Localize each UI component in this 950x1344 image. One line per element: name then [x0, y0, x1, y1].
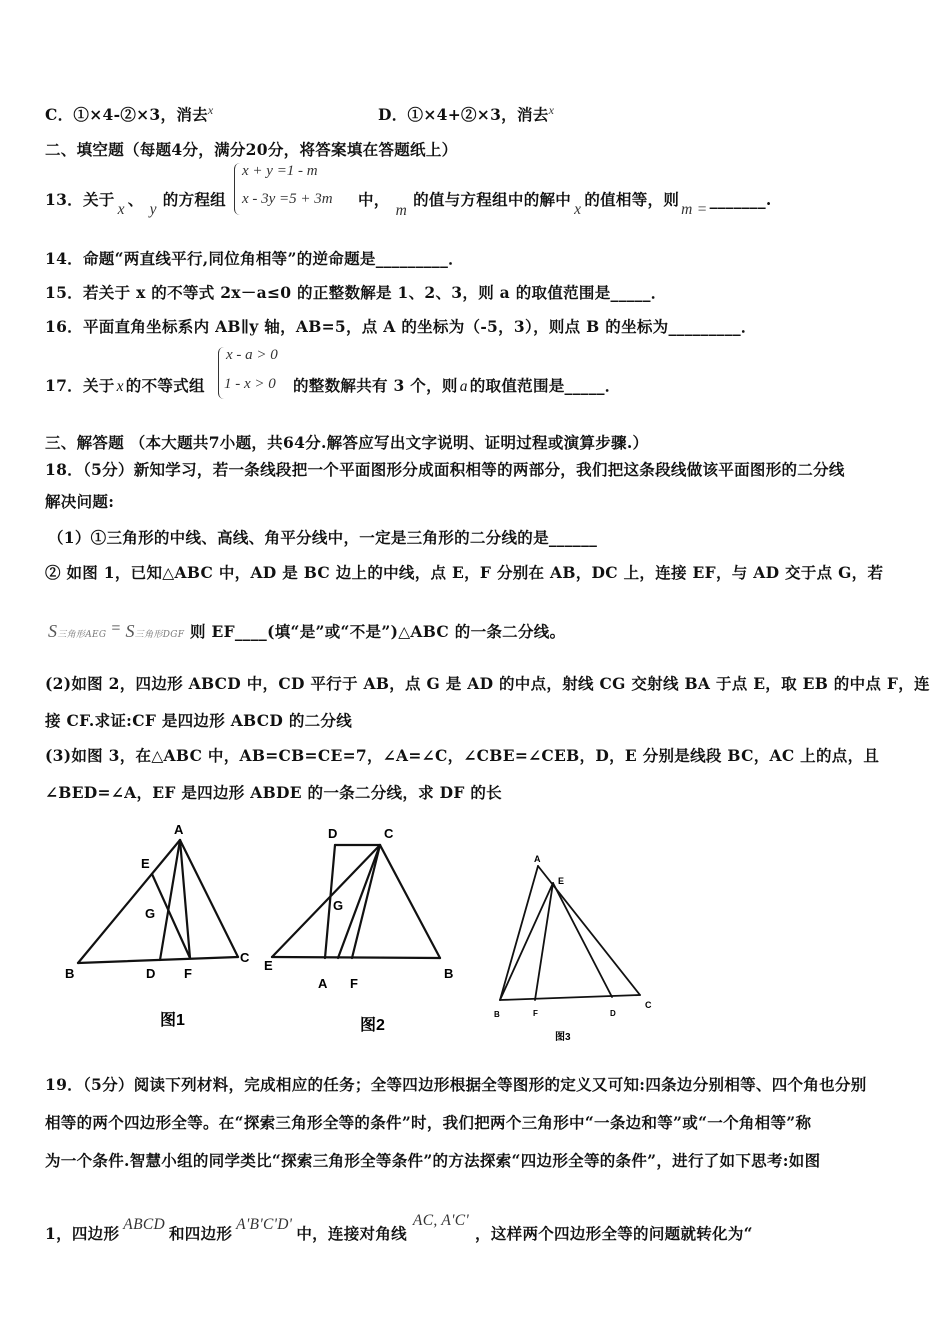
fig2-label-E: E — [264, 958, 273, 973]
q13-var-m: m — [395, 202, 408, 219]
q13-text-1: 13．关于 — [45, 190, 115, 209]
figure-1 — [78, 840, 238, 963]
figure-3 — [500, 866, 640, 1000]
area-s1: S — [48, 621, 58, 641]
fig3-label-B: B — [494, 1010, 500, 1019]
fig1-label-D: D — [146, 966, 156, 981]
q13-var-y: y — [149, 201, 157, 218]
q19-quad-prime: A'B'C'D' — [236, 1216, 293, 1233]
q15: 15．若关于 x 的不等式 2x－a≤0 的正整数解是 1、2、3，则 a 的取值范围是_____． — [45, 283, 667, 302]
fig3-label-A: A — [534, 854, 541, 864]
q17-line — [45, 374, 205, 396]
area-s1-sub: 三角形AEG — [57, 630, 107, 640]
q13-text-2: 、 — [127, 190, 144, 209]
q18-intro-2: 解决问题: — [45, 492, 115, 511]
figure-2 — [272, 845, 440, 958]
q13-text-5: 的值与方程组中的解中 — [413, 190, 572, 209]
q19-text-3: 中，连接对角线 — [296, 1224, 407, 1243]
q19-line-1: 19．（5分）阅读下列材料，完成相应的任务；全等四边形根据全等图形的定义又可知:四条边分别相等、四个角也分别 — [45, 1075, 867, 1094]
option-d-text: D．①×4+②×3，消去 — [378, 105, 549, 124]
q13-text-3: 的方程组 — [162, 190, 226, 209]
q13-text-7: _______. — [709, 190, 772, 209]
q13-var-x2: x — [574, 201, 582, 218]
q17-var-a: a — [459, 378, 468, 395]
q17-line-b — [293, 374, 621, 396]
option-c — [45, 103, 214, 125]
q18-part1: （1）①三角形的中线、高线、角平分线中，一定是三角形的二分线的是______ — [48, 528, 598, 547]
q14: 14．命题“两直线平行,同位角相等”的逆命题是_________． — [45, 249, 464, 268]
q19-text-1: 1，四边形 — [45, 1224, 120, 1243]
q13-text-4: 中， — [358, 190, 390, 209]
q18-intro-1: 18．（5分）新知学习，若一条线段把一个平面图形分成面积相等的两部分，我们把这条段线做该平面图形的二分线 — [45, 460, 845, 479]
q18-part3-2: ∠BED=∠A，EF 是四边形 ABDE 的一条二分线，求 DF 的长 — [45, 783, 502, 802]
q13-line — [45, 188, 226, 219]
fig3-label-F: F — [533, 1009, 538, 1018]
option-c-text: C．①×4-②×3，消去 — [45, 105, 208, 124]
q19-diagonals: AC, A'C' — [412, 1212, 470, 1229]
fig2-label-B: B — [444, 966, 454, 981]
option-c-var: x — [207, 103, 214, 117]
q17-text-1: 17．关于 — [45, 376, 115, 395]
q13-eq1: x + y =1 - m — [242, 163, 318, 179]
q19-line-3: 为一个条件.智慧小组的同学类比“探索三角形全等条件”的方法探索“四边形全等的条件”，进行了如下思考:如图 — [45, 1151, 821, 1170]
q18-part1-3: 则 EF____(填“是”或“不是”)△ABC 的一条二分线。 — [189, 622, 566, 641]
q18-part1-2: ② 如图 1，已知△ABC 中，AD 是 BC 边上的中线，点 E，F 分别在 AB，DC 上，连接 EF，与 AD 交于点 G，若 — [45, 563, 884, 582]
fig3-label-C: C — [645, 1000, 652, 1010]
figures — [0, 812, 950, 1072]
fig2-label-C: C — [384, 826, 394, 841]
q19-text-4: ，这样两个四边形全等的问题就转化为“ — [475, 1224, 753, 1243]
area-s2: S — [125, 621, 135, 641]
q13-text-6: 的值相等，则 — [584, 190, 680, 209]
q16: 16．平面直角坐标系内 AB∥y 轴，AB=5，点 A 的坐标为（-5，3），则点 B 的坐标为_________． — [45, 317, 757, 336]
q19-line-4 — [45, 1212, 753, 1244]
q17-ineq2: 1 - x > 0 — [224, 376, 276, 392]
section3-heading: 三、解答题 （本大题共7小题，共64分.解答应写出文字说明、证明过程或演算步骤.） — [45, 433, 649, 452]
area-eq: = — [110, 620, 122, 637]
section2-heading: 二、填空题（每题4分，满分20分，将答案填在答题纸上） — [45, 140, 458, 159]
fig2-caption: 图2 — [360, 1017, 385, 1034]
q17-text-2: 的不等式组 — [125, 376, 205, 395]
q17-text-4: 的取值范围是_____． — [469, 376, 621, 395]
q19-quad-abcd: ABCD — [123, 1216, 165, 1233]
fig2-label-A: A — [318, 976, 328, 991]
option-d-var: x — [548, 103, 555, 117]
area-s2-sub: 三角形DGF — [134, 630, 185, 640]
fig1-label-F: F — [184, 966, 192, 981]
q17-text-3: 的整数解共有 3 个，则 — [293, 376, 458, 395]
fig1-label-G: G — [145, 906, 156, 921]
q13-var-x: x — [117, 201, 125, 218]
fig2-label-G: G — [333, 898, 344, 913]
q13-line-b — [358, 188, 772, 220]
q17-var-x: x — [116, 378, 124, 395]
q13-brace — [234, 163, 241, 215]
fig1-caption: 图1 — [160, 1012, 185, 1029]
q13-var-meq: m = — [681, 201, 708, 218]
fig1-label-A: A — [174, 822, 184, 837]
q18-part3-1: (3)如图 3，在△ABC 中，AB=CB=CE=7，∠A=∠C，∠CBE=∠CEB，D，E 分别是线段 BC，AC 上的点，且 — [45, 746, 880, 765]
fig3-caption: 图3 — [555, 1032, 571, 1043]
q17-ineq1: x - a > 0 — [226, 347, 278, 363]
fig1-label-E: E — [141, 856, 150, 871]
q18-part2-2: 接 CF.求证:CF 是四边形 ABCD 的二分线 — [45, 711, 353, 730]
q19-text-2: 和四边形 — [168, 1224, 233, 1243]
fig1-label-C: C — [240, 950, 250, 965]
fig2-label-D: D — [328, 826, 338, 841]
option-d — [378, 103, 554, 125]
fig1-label-B: B — [65, 966, 75, 981]
q18-part2-1: (2)如图 2，四边形 ABCD 中，CD 平行于 AB，点 G 是 AD 的中点，射线 CG 交射线 BA 于点 E，取 EB 的中点 F，连 — [45, 674, 930, 693]
fig3-label-E: E — [558, 876, 565, 886]
fig3-label-D: D — [610, 1009, 616, 1018]
fig2-label-F: F — [350, 976, 358, 991]
q18-area-line — [48, 620, 565, 642]
q13-eq2: x - 3y =5 + 3m — [242, 191, 333, 207]
q19-line-2: 相等的两个四边形全等。在“探索三角形全等的条件”时，我们把两个三角形中“一条边和等”或“一个角相等”称 — [45, 1113, 812, 1132]
